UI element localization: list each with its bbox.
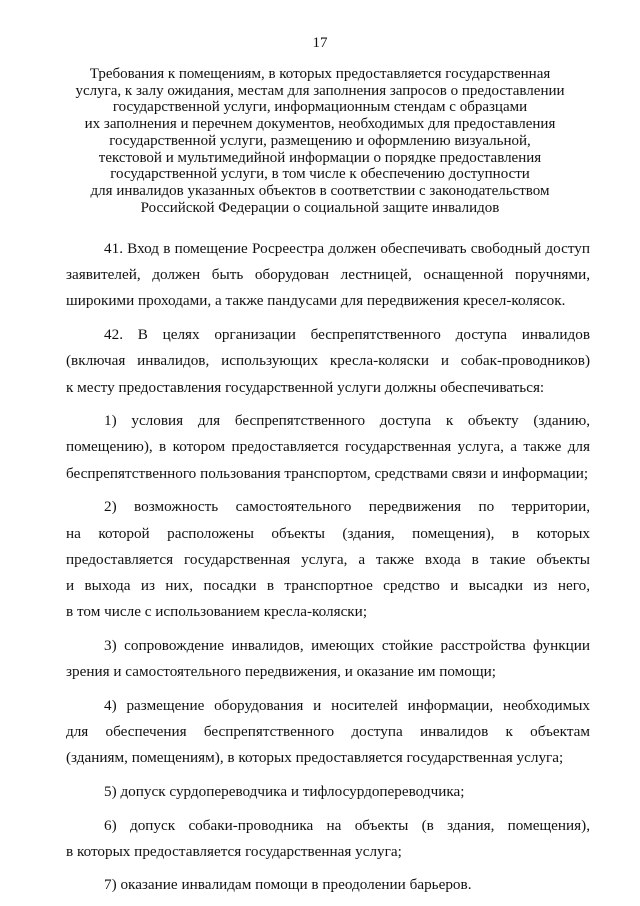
paragraph-line: 42. В целях организации беспрепятственного доступа инвалидов xyxy=(104,326,590,344)
paragraph-line: 2) возможность самостоятельного передвижения по территории, xyxy=(104,498,590,516)
paragraph-line: 41. Вход в помещение Росреестра должен обеспечивать свободный доступ xyxy=(104,240,590,257)
list-item-5 xyxy=(66,779,590,805)
heading-line: Российской Федерации о социальной защите инвалидов xyxy=(140,199,500,216)
list-item-6 xyxy=(66,813,590,865)
heading-line: государственной услуги, информационным стендам с образцами xyxy=(112,99,528,116)
heading-line: текстовой и мультимедийной информации о порядке предоставления xyxy=(98,149,542,166)
paragraph-line: заявителей, должен быть оборудован лестницей, оснащенной поручнями, xyxy=(66,266,590,284)
paragraph-line: 7) оказание инвалидам помощи в преодолении барьеров. xyxy=(104,876,472,894)
paragraph-line: для обеспечения беспрепятственного доступа инвалидов к объектам xyxy=(66,722,590,740)
list-item-1 xyxy=(66,408,590,487)
paragraph-line: 3) сопровождение инвалидов, имеющих стойкие расстройства функции xyxy=(104,636,590,654)
section-heading xyxy=(60,66,580,216)
heading-line: государственной услуги, размещению и оформлению визуальной, xyxy=(109,132,531,149)
paragraph-line: в том числе с использованием кресла-коляски; xyxy=(66,603,368,621)
paragraph-line: 6) допуск собаки-проводника на объекты (в здания, помещения), xyxy=(104,816,590,834)
paragraph-line: 4) размещение оборудования и носителей информации, необходимых xyxy=(104,696,590,714)
paragraph-line: (зданиям, помещениям), в которых предоставляется государственная услуга; xyxy=(66,749,564,767)
paragraph-line: (включая инвалидов, использующих кресла-коляски и собак-проводников) xyxy=(66,352,590,370)
paragraph-line: зрения и самостоятельного передвижения, и оказание им помощи; xyxy=(66,663,496,681)
paragraph-41 xyxy=(66,236,590,315)
page-number: 17 xyxy=(312,35,328,51)
list-item-4 xyxy=(66,693,590,772)
heading-line: государственной услуги, в том числе к обеспечению доступности xyxy=(110,166,530,183)
paragraph-line: к месту предоставления государственной услуги должны обеспечиваться: xyxy=(66,378,545,396)
heading-line: для инвалидов указанных объектов в соответствии с законодательством xyxy=(90,182,550,199)
paragraph-line: 1) условия для беспрепятственного доступа к объекту (зданию, xyxy=(104,412,590,430)
paragraph-42 xyxy=(66,322,590,401)
paragraph-line: беспрепятственного пользования транспортом, средствами связи и информации; xyxy=(66,464,589,482)
list-item-7 xyxy=(66,872,590,898)
paragraph-line: в которых предоставляется государственная услуга; xyxy=(66,842,402,860)
list-item-2 xyxy=(66,494,590,625)
paragraph-line: на которой расположены объекты (здания, помещения), в которых xyxy=(66,524,590,542)
paragraph-line: широкими проходами, а также пандусами для передвижения кресел-колясок. xyxy=(66,292,566,310)
list-item-3 xyxy=(66,633,590,685)
paragraph-line: помещению), в котором предоставляется государственная услуга, а также для xyxy=(66,438,590,456)
heading-line: услуга, к залу ожидания, местам для заполнения запросов о предоставлении xyxy=(75,82,565,99)
paragraph-line: предоставляется государственная услуга, а также входа в такие объекты xyxy=(66,550,590,568)
paragraph-line: и выхода из них, посадки в транспортное средство и высадки из него, xyxy=(66,576,590,594)
heading-line: их заполнения и перечнем документов, необходимых для предоставления xyxy=(84,116,556,133)
heading-line: Требования к помещениям, в которых предоставляется государственная xyxy=(89,66,551,82)
paragraph-line: 5) допуск сурдопереводчика и тифлосурдопереводчика; xyxy=(104,782,465,800)
body-text xyxy=(66,236,590,906)
